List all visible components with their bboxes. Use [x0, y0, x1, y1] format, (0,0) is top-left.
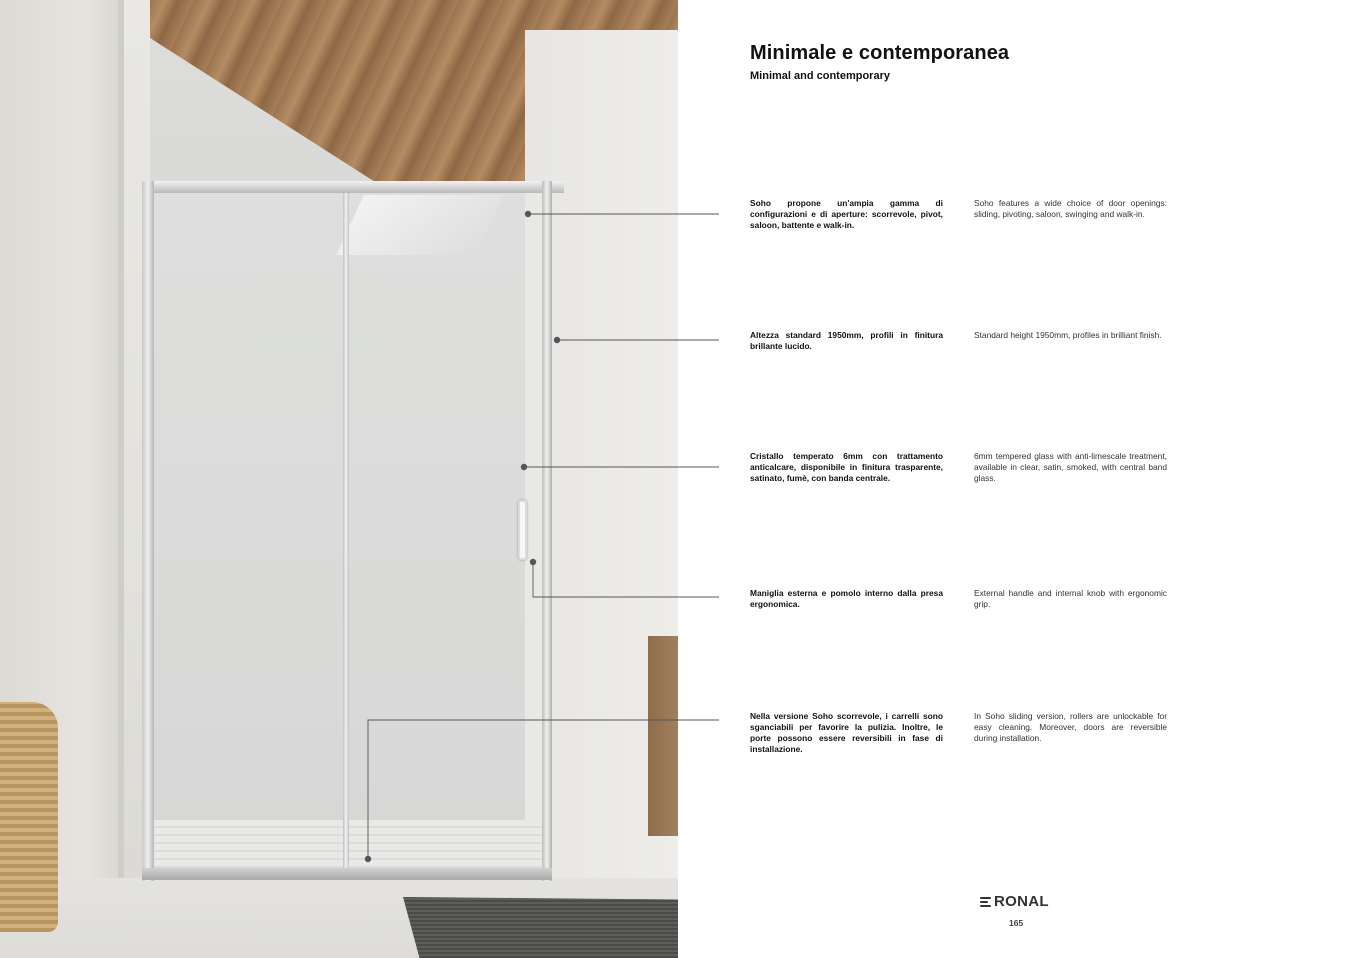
feature-height [750, 330, 1167, 352]
feature-text-italian: Maniglia esterna e pomolo interno dalla presa ergonomica. [750, 588, 943, 609]
feature-text-italian: Nella versione Soho scorrevole, i carrelli sono sganciabili per favorire la pulizia. Inoltre, le porte possono essere reversibili in fase di installazione. [750, 711, 943, 754]
frame-top-profile [142, 181, 564, 193]
page-number: 165 [1009, 918, 1024, 928]
feature-text-english: 6mm tempered glass with anti-limescale treatment, available in clear, satin, smoked, with central band glass. [974, 451, 1167, 483]
logo-lines-icon [980, 897, 991, 907]
feature-text-english: Standard height 1950mm, profiles in brilliant finish. [974, 330, 1162, 340]
sliding-door-edge [343, 193, 349, 868]
brand-logo [980, 893, 1049, 910]
feature-text-italian: Cristallo temperato 6mm con trattamento anticalcare, disponibile in finitura trasparente, satinato, fumè, con banda centrale. [750, 451, 943, 483]
feature-text-english: In Soho sliding version, rollers are unlockable for easy cleaning. Moreover, doors are reversible during installation. [974, 711, 1167, 743]
frame-right-profile [542, 181, 552, 881]
frame-left-profile [142, 181, 154, 881]
frame-bottom-profile [142, 868, 552, 880]
door-handle [518, 500, 527, 560]
page-subtitle: Minimal and contemporary [750, 70, 890, 82]
feature-rollers [750, 711, 1167, 755]
feature-text-english: Soho features a wide choice of door openings: sliding, pivoting, saloon, swinging and walk-in. [974, 198, 1167, 219]
brand-name: RONAL [994, 893, 1049, 910]
feature-configurations [750, 198, 1167, 231]
page-title: Minimale e contemporanea [750, 42, 1010, 64]
floor-mat [403, 897, 678, 958]
feature-text-italian: Altezza standard 1950mm, profili in finitura brillante lucido. [750, 330, 943, 351]
wicker-basket [0, 702, 58, 932]
feature-text-english: External handle and internal knob with ergonomic grip. [974, 588, 1167, 609]
feature-handle [750, 588, 1167, 610]
wall-corner [118, 0, 124, 958]
wooden-cabinet [648, 636, 678, 836]
feature-text-italian: Soho propone un'ampia gamma di configurazioni e di aperture: scorrevole, pivot, saloon, battente e walk-in. [750, 198, 943, 230]
feature-glass [750, 451, 1167, 484]
